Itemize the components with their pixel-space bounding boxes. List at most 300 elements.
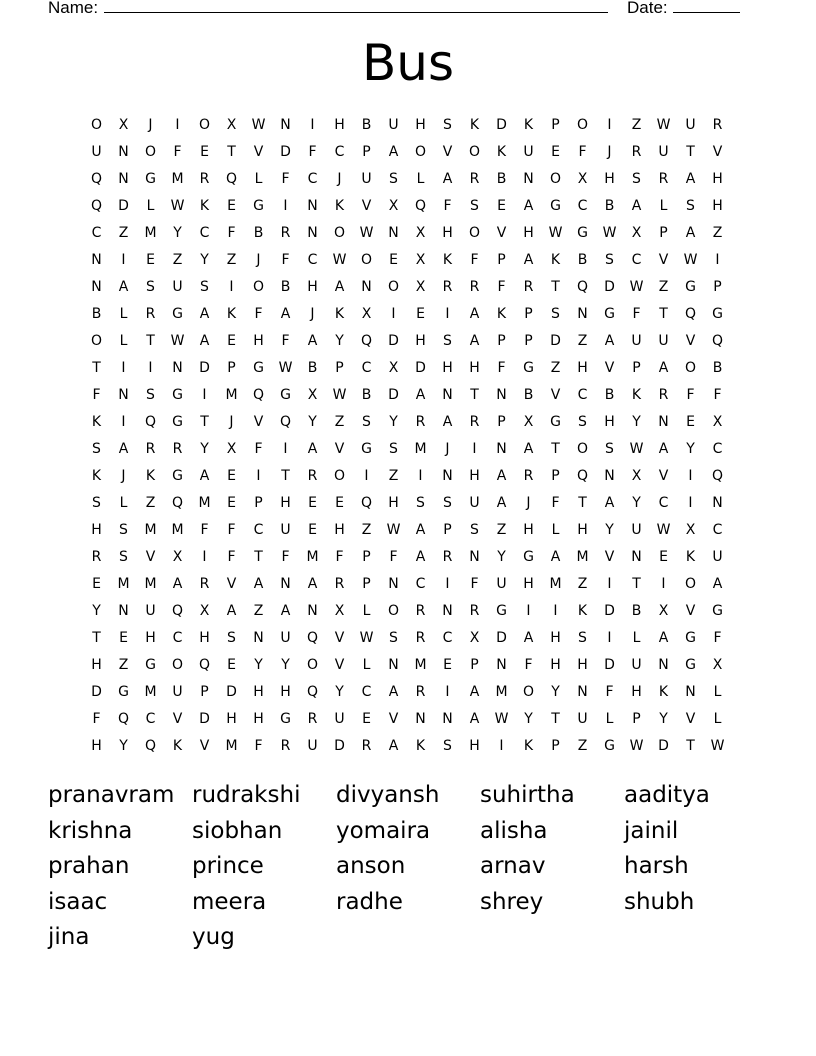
grid-letter: Q: [576, 467, 589, 484]
grid-letter: X: [685, 521, 696, 538]
grid-letter: Y: [389, 413, 398, 430]
grid-letter: G: [280, 386, 291, 403]
grid-letter: Z: [118, 224, 129, 241]
grid-letter: O: [387, 278, 400, 295]
grid-letter: N: [388, 656, 399, 673]
grid-letter: E: [92, 575, 101, 592]
grid-letter: V: [334, 440, 345, 457]
grid-letter: Z: [145, 494, 156, 511]
grid-letter: A: [118, 440, 129, 457]
grid-letter: S: [200, 278, 209, 295]
grid-letter: T: [551, 710, 560, 727]
grid-letter: R: [199, 575, 210, 592]
grid-letter: O: [414, 143, 427, 160]
grid-letter: X: [172, 548, 183, 565]
grid-letter: L: [146, 197, 155, 214]
grid-letter: O: [684, 575, 697, 592]
grid-letter: K: [523, 116, 534, 133]
grid-letter: E: [227, 656, 236, 673]
grid-letter: X: [658, 602, 669, 619]
grid-letter: L: [119, 332, 128, 349]
grid-letter: X: [226, 440, 237, 457]
grid-letter: W: [629, 737, 644, 754]
grid-letter: M: [549, 575, 562, 592]
grid-letter: A: [280, 602, 291, 619]
grid-letter: N: [91, 251, 102, 268]
grid-letter: S: [686, 197, 695, 214]
grid-letter: B: [523, 386, 534, 403]
grid-letter: Y: [200, 440, 209, 457]
grid-letter: O: [684, 359, 697, 376]
grid-letter: A: [307, 440, 318, 457]
grid-letter: T: [92, 629, 101, 646]
grid-letter: L: [254, 170, 263, 187]
word-list-item: shubh: [624, 888, 695, 915]
grid-letter: D: [334, 737, 345, 754]
word-list-item: rudrakshi: [192, 782, 301, 808]
grid-letter: X: [523, 413, 534, 430]
grid-letter: S: [416, 494, 425, 511]
grid-letter: T: [659, 305, 668, 322]
grid-letter: F: [227, 548, 236, 565]
grid-letter: V: [685, 710, 696, 727]
grid-letter: P: [362, 575, 371, 592]
grid-letter: S: [470, 197, 479, 214]
grid-letter: T: [227, 143, 236, 160]
grid-letter: T: [551, 278, 560, 295]
grid-letter: F: [713, 629, 722, 646]
grid-letter: D: [388, 332, 399, 349]
grid-letter: A: [685, 170, 696, 187]
grid-letter: V: [550, 386, 561, 403]
grid-letter: S: [146, 386, 155, 403]
grid-letter: F: [281, 548, 290, 565]
grid-letter: Y: [686, 440, 695, 457]
grid-letter: T: [686, 143, 695, 160]
word-list-item: jina: [48, 924, 90, 950]
grid-letter: Y: [119, 737, 128, 754]
grid-letter: Y: [551, 683, 560, 700]
grid-letter: A: [712, 575, 723, 592]
grid-letter: V: [361, 197, 372, 214]
grid-letter: A: [523, 440, 534, 457]
grid-letter: K: [172, 737, 183, 754]
grid-letter: Z: [577, 575, 588, 592]
grid-letter: I: [283, 440, 288, 457]
grid-letter: Y: [497, 548, 506, 565]
grid-letter: G: [712, 305, 723, 322]
grid-letter: P: [362, 143, 371, 160]
grid-letter: A: [523, 197, 534, 214]
grid-letter: T: [200, 413, 209, 430]
page-title: Bus: [361, 34, 455, 92]
grid-letter: R: [469, 170, 480, 187]
grid-letter: G: [253, 359, 264, 376]
grid-letter: R: [415, 413, 426, 430]
grid-letter: U: [388, 116, 399, 133]
grid-letter: C: [658, 494, 669, 511]
grid-letter: W: [332, 386, 347, 403]
grid-letter: A: [469, 683, 480, 700]
grid-letter: R: [361, 737, 372, 754]
grid-letter: G: [685, 656, 696, 673]
word-list-item: jainil: [624, 817, 679, 844]
grid-letter: W: [170, 197, 185, 214]
grid-letter: G: [496, 602, 507, 619]
grid-letter: R: [658, 170, 669, 187]
grid-letter: P: [632, 710, 641, 727]
grid-letter: J: [337, 170, 342, 187]
grid-letter: S: [119, 548, 128, 565]
grid-letter: F: [605, 683, 614, 700]
grid-letter: F: [470, 251, 479, 268]
grid-letter: F: [173, 143, 182, 160]
grid-letter: S: [389, 440, 398, 457]
grid-letter: N: [388, 224, 399, 241]
grid-letter: G: [172, 413, 183, 430]
grid-letter: J: [148, 116, 153, 133]
grid-letter: F: [443, 197, 452, 214]
grid-letter: Q: [306, 629, 319, 646]
grid-letter: V: [199, 737, 210, 754]
grid-letter: I: [553, 602, 558, 619]
grid-letter: O: [198, 116, 211, 133]
grid-letter: I: [499, 737, 504, 754]
grid-letter: N: [307, 602, 318, 619]
grid-letter: V: [496, 224, 507, 241]
grid-letter: O: [522, 683, 535, 700]
grid-letter: O: [333, 224, 346, 241]
grid-letter: S: [443, 116, 452, 133]
grid-letter: N: [442, 602, 453, 619]
grid-letter: F: [281, 251, 290, 268]
grid-letter: X: [469, 629, 480, 646]
grid-letter: Q: [90, 170, 103, 187]
grid-letter: N: [361, 278, 372, 295]
grid-letter: E: [119, 629, 128, 646]
grid-letter: A: [523, 251, 534, 268]
grid-letter: B: [361, 386, 372, 403]
grid-letter: N: [253, 629, 264, 646]
grid-letter: G: [172, 386, 183, 403]
grid-letter: H: [523, 521, 534, 538]
grid-letter: Q: [144, 737, 157, 754]
grid-letter: M: [171, 521, 184, 538]
grid-letter: G: [604, 305, 615, 322]
grid-letter: A: [226, 602, 237, 619]
grid-letter: Q: [576, 278, 589, 295]
grid-letter: G: [253, 197, 264, 214]
grid-letter: I: [121, 251, 126, 268]
grid-letter: B: [280, 278, 291, 295]
grid-letter: U: [307, 737, 318, 754]
grid-letter: E: [389, 251, 398, 268]
word-list-item: aaditya: [624, 782, 710, 808]
grid-letter: F: [92, 386, 101, 403]
grid-letter: O: [333, 467, 346, 484]
grid-letter: Z: [712, 224, 723, 241]
grid-letter: G: [523, 359, 534, 376]
grid-letter: A: [415, 548, 426, 565]
grid-letter: O: [144, 143, 157, 160]
grid-letter: Q: [144, 413, 157, 430]
grid-letter: N: [118, 602, 129, 619]
grid-letter: Q: [117, 710, 130, 727]
grid-letter: O: [306, 656, 319, 673]
grid-letter: A: [307, 332, 318, 349]
grid-letter: T: [551, 440, 560, 457]
grid-letter: E: [227, 467, 236, 484]
grid-letter: X: [415, 224, 426, 241]
grid-letter: L: [119, 494, 128, 511]
grid-letter: Z: [496, 521, 507, 538]
grid-letter: M: [495, 683, 508, 700]
grid-letter: O: [387, 602, 400, 619]
grid-letter: D: [604, 278, 615, 295]
grid-letter: X: [415, 251, 426, 268]
grid-letter: H: [253, 332, 264, 349]
grid-letter: T: [254, 548, 263, 565]
grid-letter: U: [172, 278, 183, 295]
grid-letter: F: [578, 143, 587, 160]
grid-letter: D: [226, 683, 237, 700]
grid-letter: H: [145, 629, 156, 646]
grid-letter: B: [361, 116, 372, 133]
grid-letter: Q: [360, 332, 373, 349]
word-list-item: pranavram: [48, 782, 175, 808]
grid-letter: T: [92, 359, 101, 376]
grid-letter: N: [388, 575, 399, 592]
grid-letter: R: [415, 683, 426, 700]
grid-letter: V: [604, 359, 615, 376]
grid-letter: L: [632, 629, 641, 646]
grid-letter: U: [91, 143, 102, 160]
grid-letter: I: [445, 575, 450, 592]
grid-letter: H: [334, 521, 345, 538]
grid-letter: P: [524, 332, 533, 349]
grid-letter: H: [442, 224, 453, 241]
grid-letter: Y: [632, 413, 641, 430]
grid-letter: S: [389, 170, 398, 187]
grid-letter: A: [496, 467, 507, 484]
grid-letter: O: [576, 116, 589, 133]
grid-letter: W: [602, 224, 617, 241]
grid-letter: R: [442, 278, 453, 295]
grid-letter: B: [604, 197, 615, 214]
grid-letter: M: [576, 548, 589, 565]
grid-letter: G: [685, 629, 696, 646]
grid-letter: S: [443, 332, 452, 349]
grid-letter: Z: [172, 251, 183, 268]
grid-letter: E: [227, 332, 236, 349]
grid-letter: U: [577, 710, 588, 727]
grid-letter: H: [388, 494, 399, 511]
grid-letter: A: [442, 170, 453, 187]
grid-letter: P: [659, 224, 668, 241]
grid-letter: R: [523, 467, 534, 484]
grid-letter: H: [712, 197, 723, 214]
name-blank-line[interactable]: [104, 12, 608, 13]
grid-letter: A: [199, 467, 210, 484]
grid-letter: K: [523, 737, 534, 754]
grid-letter: R: [199, 170, 210, 187]
grid-letter: F: [686, 386, 695, 403]
word-list-item: yomaira: [336, 817, 431, 844]
grid-letter: G: [145, 170, 156, 187]
grid-letter: M: [117, 575, 130, 592]
grid-letter: N: [442, 467, 453, 484]
grid-letter: O: [252, 278, 265, 295]
grid-letter: H: [550, 629, 561, 646]
grid-letter: O: [90, 332, 103, 349]
grid-letter: S: [227, 629, 236, 646]
grid-letter: U: [361, 170, 372, 187]
grid-letter: D: [496, 116, 507, 133]
grid-letter: F: [335, 548, 344, 565]
word-list-item: prince: [192, 853, 264, 879]
grid-letter: Y: [281, 656, 290, 673]
grid-letter: R: [415, 602, 426, 619]
grid-letter: C: [712, 521, 723, 538]
grid-letter: P: [524, 305, 533, 322]
word-list-item: divyansh: [336, 782, 440, 808]
grid-letter: R: [469, 413, 480, 430]
grid-letter: A: [523, 629, 534, 646]
grid-letter: H: [577, 521, 588, 538]
grid-letter: G: [280, 710, 291, 727]
grid-letter: D: [118, 197, 129, 214]
grid-letter: E: [416, 305, 425, 322]
grid-letter: S: [470, 521, 479, 538]
grid-letter: B: [91, 305, 102, 322]
grid-letter: Z: [334, 413, 345, 430]
grid-letter: P: [470, 656, 479, 673]
grid-letter: W: [278, 359, 293, 376]
grid-letter: G: [118, 683, 129, 700]
grid-letter: A: [415, 521, 426, 538]
grid-letter: E: [146, 251, 155, 268]
grid-letter: N: [118, 143, 129, 160]
grid-letter: F: [92, 710, 101, 727]
grid-letter: R: [415, 629, 426, 646]
grid-letter: C: [172, 629, 183, 646]
grid-letter: V: [226, 575, 237, 592]
grid-letter: K: [91, 413, 102, 430]
grid-letter: I: [202, 548, 207, 565]
date-blank-line[interactable]: [673, 12, 740, 13]
grid-letter: I: [121, 413, 126, 430]
grid-letter: H: [712, 170, 723, 187]
grid-letter: S: [443, 737, 452, 754]
grid-letter: N: [658, 656, 669, 673]
grid-letter: W: [710, 737, 725, 754]
grid-letter: Q: [684, 305, 697, 322]
grid-letter: V: [145, 548, 156, 565]
grid-letter: Q: [306, 683, 319, 700]
word-list-item: isaac: [48, 888, 108, 915]
grid-letter: N: [118, 386, 129, 403]
grid-letter: N: [577, 683, 588, 700]
grid-letter: N: [496, 656, 507, 673]
grid-letter: X: [226, 116, 237, 133]
grid-letter: A: [685, 224, 696, 241]
grid-letter: G: [145, 656, 156, 673]
grid-letter: N: [307, 197, 318, 214]
grid-letter: H: [469, 359, 480, 376]
grid-letter: F: [281, 332, 290, 349]
grid-letter: V: [253, 143, 264, 160]
grid-letter: U: [658, 143, 669, 160]
grid-letter: I: [310, 116, 315, 133]
grid-letter: S: [92, 440, 101, 457]
grid-letter: W: [359, 224, 374, 241]
grid-letter: A: [388, 683, 399, 700]
grid-letter: H: [415, 116, 426, 133]
grid-letter: V: [658, 467, 669, 484]
grid-letter: H: [550, 656, 561, 673]
grid-letter: K: [550, 251, 561, 268]
grid-letter: Z: [226, 251, 237, 268]
grid-letter: P: [335, 359, 344, 376]
grid-letter: X: [199, 602, 210, 619]
grid-letter: E: [659, 548, 668, 565]
grid-letter: H: [604, 413, 615, 430]
grid-letter: N: [604, 467, 615, 484]
grid-letter: H: [604, 170, 615, 187]
grid-letter: Z: [577, 737, 588, 754]
grid-letter: L: [713, 710, 722, 727]
grid-letter: B: [631, 602, 642, 619]
grid-letter: H: [442, 359, 453, 376]
grid-letter: B: [307, 359, 318, 376]
word-list-item: prahan: [48, 853, 130, 879]
grid-letter: F: [524, 656, 533, 673]
grid-letter: R: [145, 305, 156, 322]
grid-letter: I: [391, 305, 396, 322]
grid-letter: U: [523, 143, 534, 160]
grid-letter: Y: [200, 251, 209, 268]
grid-letter: M: [144, 683, 157, 700]
grid-letter: K: [334, 197, 345, 214]
grid-letter: H: [577, 359, 588, 376]
grid-letter: N: [415, 710, 426, 727]
grid-letter: O: [171, 656, 184, 673]
grid-letter: X: [631, 467, 642, 484]
grid-letter: N: [577, 305, 588, 322]
grid-letter: I: [472, 440, 477, 457]
grid-letter: R: [523, 278, 534, 295]
word-list-item: harsh: [624, 853, 689, 879]
grid-letter: D: [199, 710, 210, 727]
grid-letter: P: [362, 548, 371, 565]
grid-letter: J: [607, 143, 612, 160]
grid-letter: Y: [254, 656, 263, 673]
grid-letter: Y: [335, 683, 344, 700]
grid-letter: B: [604, 386, 615, 403]
grid-letter: I: [445, 683, 450, 700]
word-list-item: shrey: [480, 888, 544, 915]
grid-letter: K: [496, 143, 507, 160]
grid-letter: P: [497, 332, 506, 349]
grid-letter: W: [170, 332, 185, 349]
word-list-item: anson: [336, 853, 406, 879]
grid-letter: F: [227, 521, 236, 538]
grid-letter: M: [144, 521, 157, 538]
grid-letter: N: [496, 386, 507, 403]
grid-letter: F: [200, 521, 209, 538]
grid-letter: M: [225, 737, 238, 754]
grid-letter: R: [469, 602, 480, 619]
